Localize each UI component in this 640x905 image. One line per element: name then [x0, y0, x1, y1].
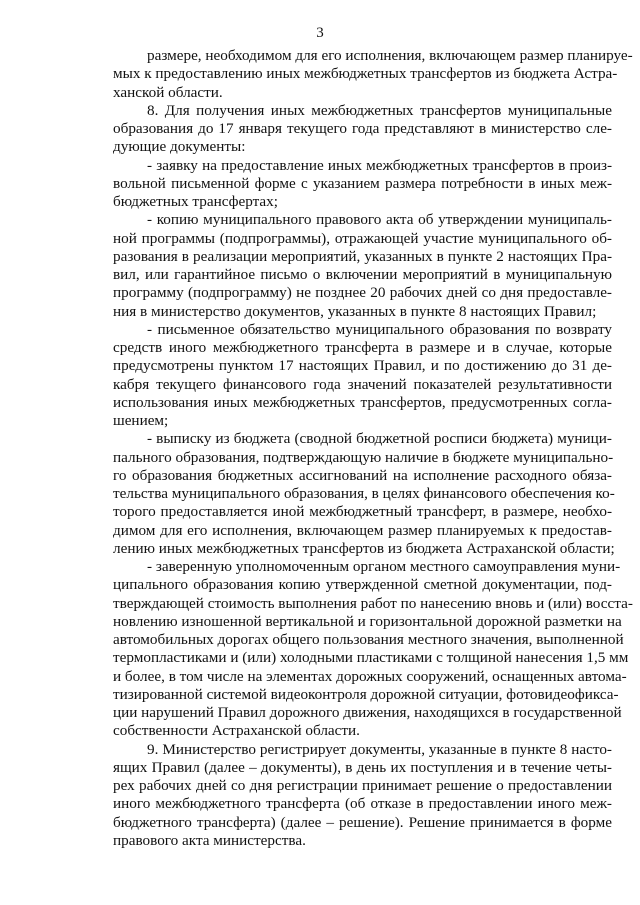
paragraph: [113, 102, 612, 157]
text-line: иного межбюджетного трансферта (об отказе в предоставлении иного меж-: [113, 795, 612, 813]
text-line: вольной письменной форме с указанием размера потребности в иных меж-: [113, 174, 612, 192]
text-line: и более, в том числе на элементах дорожных сооружений, оснащенных автома-: [113, 667, 627, 685]
text-line: размере, необходимом для его исполнения, включающем размер планируе-: [147, 47, 633, 64]
text-line: ной программы (подпрограммы), отражающей участие муниципального об-: [113, 229, 612, 247]
text-line: дующие документы:: [113, 138, 246, 156]
text-line: торого предоставляется иной межбюджетный трансферт, в размере, необхо-: [113, 503, 612, 521]
text-line: - копию муниципального правового акта об утверждении муниципаль-: [147, 211, 612, 229]
text-line: - заявку на предоставление иных межбюджетных трансфертов в произ-: [147, 156, 612, 174]
paragraph: [113, 47, 633, 102]
text-line: бюджетного трансферта) (далее – решение). Решение принимается в форме: [113, 813, 612, 831]
text-line: тизированной системой видеоконтроля дорожной ситуации, фотовидеофикса-: [113, 685, 619, 703]
text-line: - письменное обязательство муниципального образования по возврату: [147, 320, 612, 338]
text-line: го образования бюджетных ассигнований на исполнение расходного обяза-: [113, 466, 612, 484]
paragraph: [113, 211, 612, 321]
text-line: 8. Для получения иных межбюджетных трансфертов муниципальные: [147, 101, 612, 119]
paragraph: [113, 321, 612, 431]
text-line: разования в реализации мероприятий, указанных в пункте 2 настоящих Пра-: [113, 247, 612, 265]
text-line: вил, или гарантийное письмо о включении мероприятий в муниципальную: [113, 266, 612, 283]
text-line: ханской области.: [113, 83, 223, 101]
text-line: - заверенную уполномоченным органом местного самоуправления муни-: [147, 558, 621, 575]
text-line: пального образования, подтверждающую наличие в бюджете муниципально-: [113, 448, 614, 466]
text-line: использования иных межбюджетных трансфертов, предусмотренных согла-: [113, 393, 612, 411]
page-number: 3: [316, 25, 324, 41]
paragraph: [113, 430, 615, 558]
text-line: автомобильных дорогах общего пользования местного значения, выполненной: [113, 631, 624, 648]
text-line: собственности Астраханской области.: [113, 722, 360, 740]
text-line: ния в министерство документов, указанных в пункте 8 настоящих Правил;: [113, 302, 597, 320]
text-line: ящих Правил (далее – документы), в день их поступления и в течение четы-: [113, 758, 612, 776]
text-line: термопластиками и (или) холодными пластиками с толщиной нанесения 1,5 мм: [113, 649, 629, 667]
text-line: ции нарушений Правил дорожного движения, находящихся в государственной: [113, 704, 622, 721]
text-line: предусмотрены пунктом 17 настоящих Правил, и по достижению до 31 де-: [113, 357, 612, 375]
text-line: рех рабочих дней со дня регистрации принимает решение о предоставлении: [113, 777, 612, 794]
text-line: лению иных межбюджетных трансфертов из бюджета Астраханской области;: [113, 539, 615, 557]
text-line: тельства муниципального образования, в целях финансового обеспечения ко-: [113, 485, 615, 502]
paragraph: [113, 741, 612, 851]
text-line: шением;: [113, 412, 169, 429]
text-line: тверждающей стоимость выполнения работ по нанесению вновь и (или) восста-: [113, 594, 633, 612]
text-line: бюджетных трансфертах;: [113, 193, 278, 210]
text-line: ципального образования копию утвержденной сметной документации, под-: [113, 576, 612, 594]
paragraph: [113, 558, 633, 741]
text-line: - выписку из бюджета (сводной бюджетной росписи бюджета) муници-: [147, 430, 612, 448]
text-line: правового акта министерства.: [113, 831, 306, 849]
paragraph: [113, 157, 612, 212]
text-line: кабря текущего финансового года значений показателей результативности: [113, 375, 612, 393]
text-line: программу (подпрограмму) не позднее 20 рабочих дней со дня предоставле-: [113, 284, 612, 302]
text-line: новлению изношенной вертикальной и горизонтальной дорожной разметки на: [113, 612, 622, 630]
text-line: 9. Министерство регистрирует документы, указанные в пункте 8 насто-: [147, 740, 612, 758]
document-body: [113, 47, 633, 850]
text-line: образования до 17 января текущего года представляют в министерство сле-: [113, 120, 612, 137]
text-line: мых к предоставлению иных межбюджетных трансфертов из бюджета Астра-: [113, 65, 618, 83]
text-line: димом для его исполнения, включающем размер планируемых к предостав-: [113, 521, 612, 539]
text-line: средств иного межбюджетного трансферта в размере и в случае, которые: [113, 339, 612, 356]
